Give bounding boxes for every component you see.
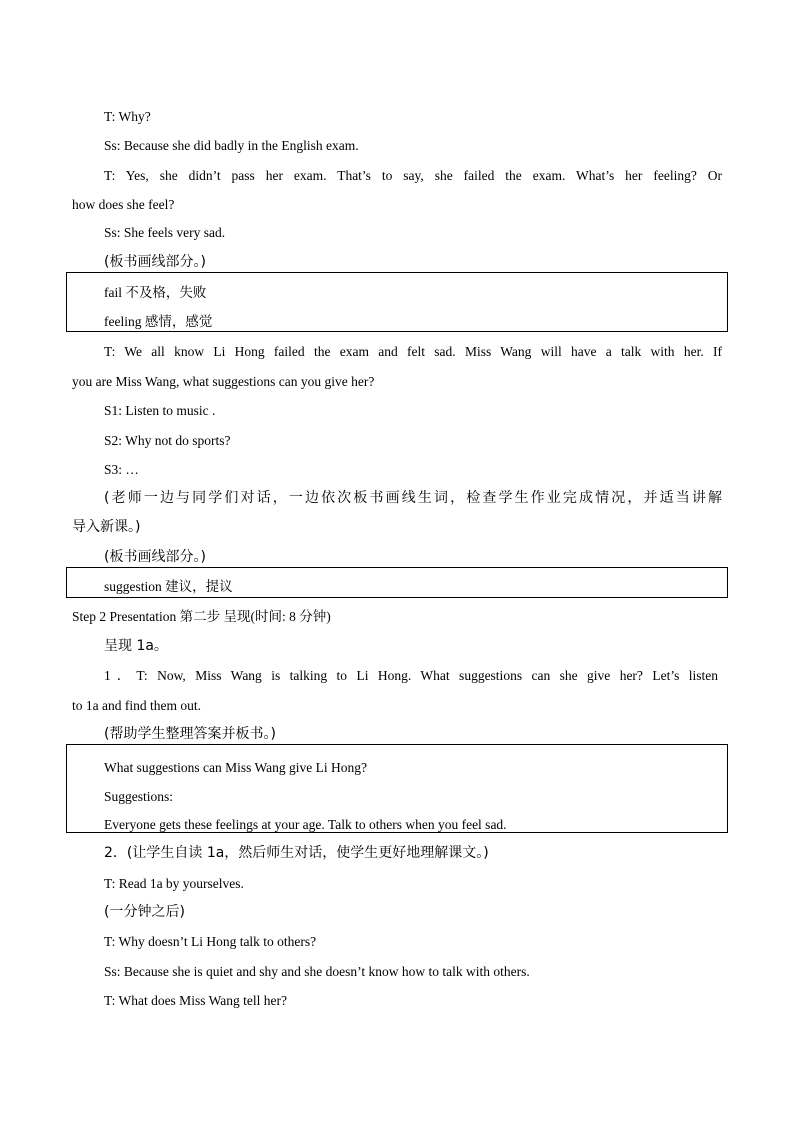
board-line: What suggestions can Miss Wang give Li Hong? [104, 760, 367, 775]
dialogue-line: 1．T: Now, Miss Wang is talking to Li Hong. What suggestions can she give her? Let’s listen [104, 668, 718, 683]
vocab-entry: fail 不及格，失败 [104, 285, 207, 300]
instruction-note-continuation: 导入新课。) [72, 519, 141, 535]
instruction-note: 呈现 1a。 [104, 638, 168, 654]
dialogue-line: T: What does Miss Wang tell her? [104, 993, 287, 1008]
instruction-note: (老师一边与同学们对话，一边依次板书画线生词，检查学生作业完成情况，并适当讲解 [104, 490, 722, 506]
blackboard-box-1 [66, 272, 728, 332]
dialogue-line: Ss: Because she is quiet and shy and she doesn’t know how to talk with others. [104, 964, 530, 979]
instruction-note: (一分钟之后) [104, 904, 185, 920]
dialogue-line: S3: … [104, 462, 139, 477]
dialogue-line-continuation: you are Miss Wang, what suggestions can you give her? [72, 374, 375, 389]
dialogue-line-continuation: to 1a and find them out. [72, 698, 201, 713]
dialogue-line-continuation: how does she feel? [72, 197, 175, 212]
vocab-entry: feeling 感情，感觉 [104, 314, 213, 329]
dialogue-line: T: Why doesn’t Li Hong talk to others? [104, 934, 317, 949]
blackboard-box-3 [66, 744, 728, 833]
dialogue-line: T: Read 1a by yourselves. [104, 876, 244, 891]
board-line: Everyone gets these feelings at your age. Talk to others when you feel sad. [104, 817, 507, 832]
step-heading: Step 2 Presentation 第二步 呈现(时间: 8 分钟) [72, 609, 331, 624]
instruction-note: (板书画线部分。) [104, 549, 206, 565]
dialogue-line: T: We all know Li Hong failed the exam and felt sad. Miss Wang will have a talk with her. If [104, 344, 722, 359]
vocab-entry: suggestion 建议，提议 [104, 579, 233, 594]
board-line: Suggestions: [104, 789, 174, 804]
dialogue-line: S1: Listen to music . [104, 403, 216, 418]
blackboard-box-2 [66, 567, 728, 598]
dialogue-line: T: Yes, she didn’t pass her exam. That’s to say, she failed the exam. What’s her feeling? Or [104, 168, 722, 183]
instruction-note: (板书画线部分。) [104, 254, 206, 270]
dialogue-line: Ss: She feels very sad. [104, 225, 226, 240]
dialogue-line: T: Why? [104, 109, 151, 124]
dialogue-line: Ss: Because she did badly in the English exam. [104, 138, 359, 153]
instruction-note: 2．(让学生自读 1a，然后师生对话，使学生更好地理解课文。) [104, 845, 489, 861]
dialogue-line: S2: Why not do sports? [104, 433, 231, 448]
instruction-note: (帮助学生整理答案并板书。) [104, 726, 276, 742]
